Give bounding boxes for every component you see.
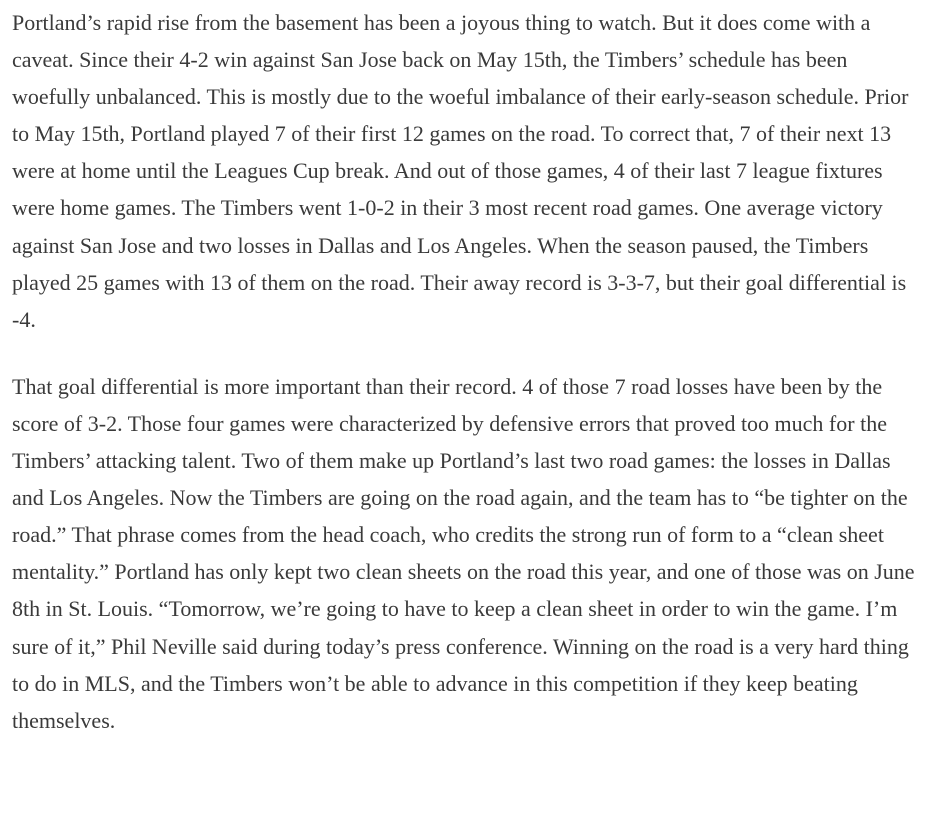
article-paragraph-1: Portland’s rapid rise from the basement has been a joyous thing to watch. But it does come with a caveat. Since their 4-2 win against San Jose back on May 15th, the Timbers’ schedule has been woefully unbalanced. This is mostly due to the woeful imbalance of their early-season schedule. Prior to May 15th, Portland played 7 of their first 12 games on the road. To correct that, 7 of their next 13 were at home until the Leagues Cup break. And out of those games, 4 of their last 7 league fixtures were home games. The Timbers went 1-0-2 in their 3 most recent road games. One average victory against San Jose and two losses in Dallas and Los Angeles. When the season paused, the Timbers played 25 games with 13 of them on the road. Their away record is 3-3-7, but their goal differential is -4.: [12, 10, 909, 332]
article-paragraph-2: That goal differential is more important than their record. 4 of those 7 road losses have been by the score of 3-2. Those four games were characterized by defensive errors that proved too much for the Timbers’ attacking talent. Two of them make up Portland’s last two road games: the losses in Dallas and Los Angeles. Now the Timbers are going on the road again, and the team has to “be tighter on the road.” That phrase comes from the head coach, who credits the strong run of form to a “clean sheet mentality.” Portland has only kept two clean sheets on the road this year, and one of those was on June 8th in St. Louis. “Tomorrow, we’re going to have to keep a clean sheet in order to win the game. I’m sure of it,” Phil Neville said during today’s press conference. Winning on the road is a very hard thing to do in MLS, and the Timbers won’t be able to advance in this competition if they keep beating themselves.: [12, 373, 915, 733]
